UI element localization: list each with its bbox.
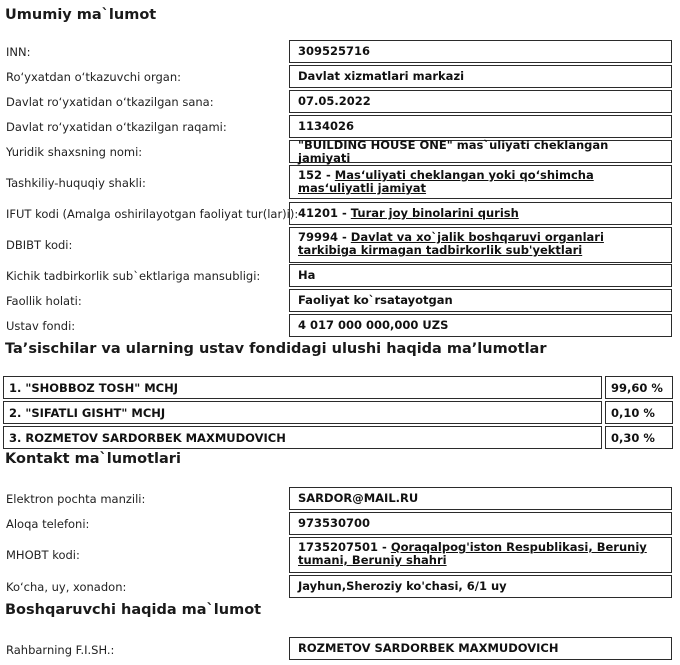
email-label: Elektron pochta manzili: [6, 492, 146, 506]
founder-name: 3. ROZMETOV SARDORBEK MAXMUDOVICH [3, 426, 602, 449]
dbibt-label: DBIBT kodi: [6, 238, 73, 252]
founder-share: 0,30 % [605, 426, 673, 449]
contacts-heading: Kontakt ma`lumotlari [5, 451, 181, 467]
activity-status-value: Faoliyat ko`rsatayotgan [289, 289, 672, 312]
mhobt-code: 1735207501 [298, 540, 379, 554]
phone-label: Aloqa telefoni: [6, 517, 90, 531]
small-business-value: Ha [289, 264, 672, 287]
dbibt-code: 79994 [298, 230, 339, 244]
activity-code: 41201 [298, 206, 339, 220]
charter-capital-label: Ustav fondi: [6, 319, 76, 333]
activity-link[interactable]: Turar joy binolarini qurish [350, 206, 519, 220]
street-value: Jayhun,Sheroziy ko'chasi, 6/1 uy [289, 575, 672, 598]
legal-form-link[interactable]: Mas‘uliyati cheklangan yoki qo‘shimcha mas‘uliyatli jamiyat [298, 168, 594, 195]
small-business-label: Kichik tadbirkorlik sub`ektlariga mansubligi: [6, 269, 261, 283]
general-info-heading: Umumiy ma`lumot [5, 7, 157, 23]
activity-code-label: IFUT kodi (Amalga oshirilayotgan faoliyat tur(lar)i): [6, 207, 299, 221]
director-value: ROZMETOV SARDORBEK MAXMUDOVICH [289, 637, 672, 660]
director-label: Rahbarning F.I.SH.: [6, 643, 115, 657]
registration-date-label: Davlat ro‘yxatidan o‘tkazilgan sana: [6, 95, 214, 109]
legal-name-label: Yuridik shaxsning nomi: [6, 145, 143, 159]
registration-organ-value: Davlat xizmatlari markazi [289, 65, 672, 88]
phone-value: 973530700 [289, 512, 672, 535]
registration-organ-label: Ro‘yxatdan o‘tkazuvchi organ: [6, 70, 181, 84]
registration-number-label: Davlat ro‘yxatidan o‘tkazilgan raqami: [6, 120, 227, 134]
dbibt-value: 79994 - Davlat va xo`jalik boshqaruvi organlari tarkibiga kirmagan tadbirkorlik sub'yektlari [289, 227, 672, 263]
legal-name-value: "BUILDING HOUSE ONE" mas`uliyati cheklangan jamiyati [289, 140, 672, 163]
mhobt-label: MHOBT kodi: [6, 548, 80, 562]
founders-heading: Ta’sischilar va ularning ustav fondidagi ulushi haqida ma’lumotlar [5, 341, 547, 357]
legal-form-value: 152 - Mas‘uliyati cheklangan yoki qo‘shimcha mas‘uliyatli jamiyat [289, 165, 672, 199]
founder-share: 0,10 % [605, 401, 673, 424]
legal-form-code: 152 [298, 168, 323, 182]
activity-code-value: 41201 - Turar joy binolarini qurish [289, 202, 672, 225]
inn-label: INN: [6, 45, 31, 59]
founder-row [3, 401, 673, 424]
mhobt-value: 1735207501 - Qoraqalpog'iston Respublikasi, Beruniy tumani, Beruniy shahri [289, 537, 672, 573]
management-heading: Boshqaruvchi haqida ma`lumot [5, 602, 262, 618]
charter-capital-value: 4 017 000 000,000 UZS [289, 314, 672, 337]
email-value: SARDOR@MAIL.RU [289, 487, 672, 510]
inn-value: 309525716 [289, 40, 672, 63]
dbibt-link[interactable]: Davlat va xo`jalik boshqaruvi organlari tarkibiga kirmagan tadbirkorlik sub'yektlari [298, 230, 604, 257]
founder-share: 99,60 % [605, 376, 673, 399]
registration-date-value: 07.05.2022 [289, 90, 672, 113]
legal-form-label: Tashkiliy-huquqiy shakli: [6, 176, 146, 190]
registration-number-value: 1134026 [289, 115, 672, 138]
activity-status-label: Faollik holati: [6, 294, 82, 308]
founder-row [3, 376, 673, 399]
founder-name: 2. "SIFATLI GISHT" MCHJ [3, 401, 602, 424]
street-label: Ko‘cha, uy, xonadon: [6, 580, 127, 594]
founder-name: 1. "SHOBBOZ TOSH" MCHJ [3, 376, 602, 399]
founder-row [3, 426, 673, 449]
mhobt-link[interactable]: Qoraqalpog'iston Respublikasi, Beruniy tumani, Beruniy shahri [298, 540, 647, 567]
